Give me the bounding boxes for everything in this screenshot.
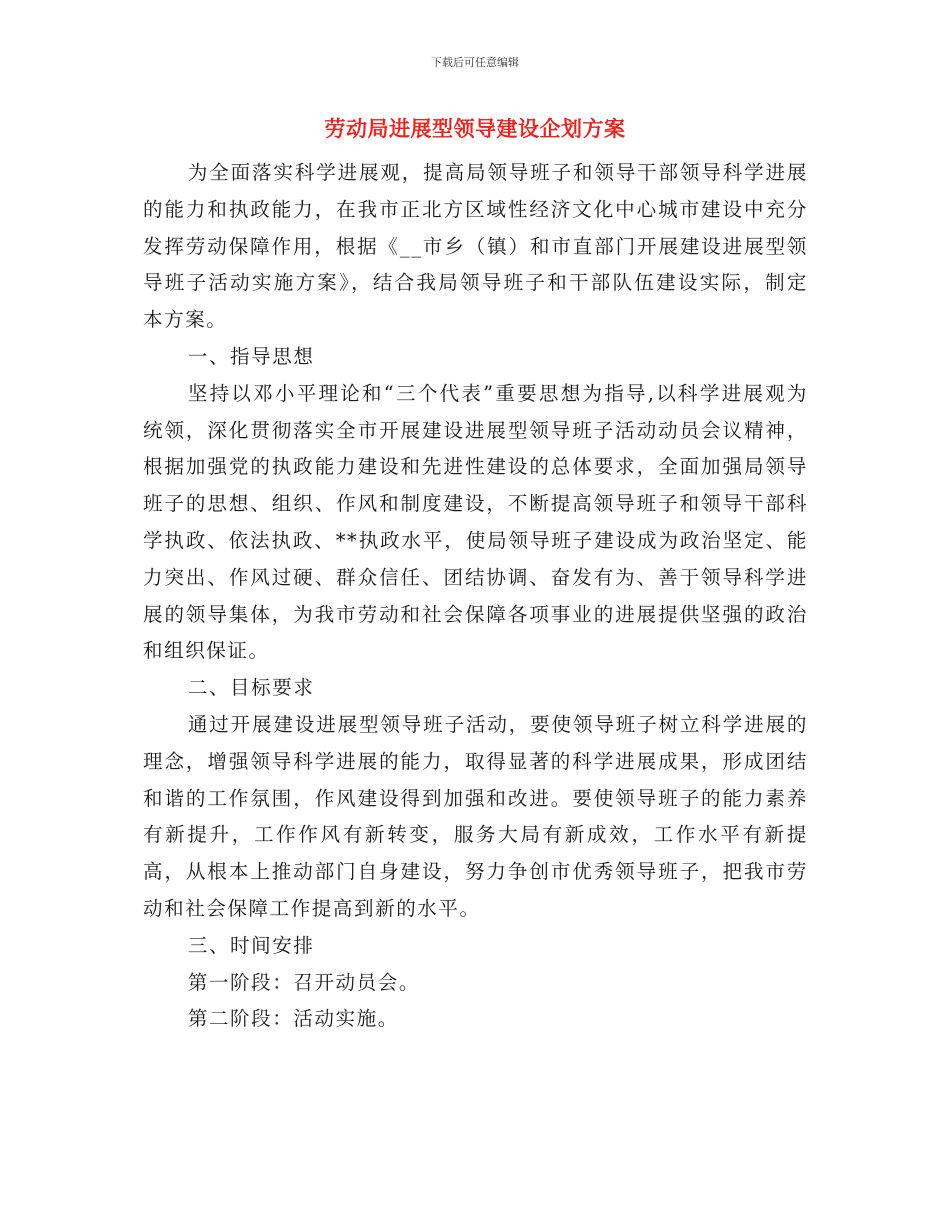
page-header-note: 下载后可任意编辑 <box>431 56 519 69</box>
section-heading-schedule: 三、时间安排 <box>187 933 315 957</box>
intro-paragraph: 为全面落实科学进展观，提高局领导班子和领导干部领导科学进展的能力和执政能力，在我市正北方区域性经济文化中心城市建设中充分发挥劳动保障作用，根据《__市乡（镇）和市直部门开展建设进展型领导班子活动实施方案》，结合我局领导班子和干部队伍建设实际，制定本方案。 <box>143 161 808 332</box>
goals-paragraph: 通过开展建设进展型领导班子活动，要使领导班子树立科学进展的理念，增强领导科学进展的能力，取得显著的科学进展成果，形成团结和谐的工作氛围，作风建设得到加强和改进。要使领导班子的能力素养有新提升，工作作风有新转变，服务大局有新成效，工作水平有新提高，从根本上推动部门自身建设，努力争创市优秀领导班子，把我市劳动和社会保障工作提高到新的水平。 <box>143 712 808 920</box>
section-heading-goals: 二、目标要求 <box>187 676 315 700</box>
schedule-phase-one: 第一阶段：召开动员会。 <box>187 970 420 994</box>
section-heading-guiding-ideology: 一、指导思想 <box>187 344 315 368</box>
schedule-phase-two: 第二阶段：活动实施。 <box>187 1007 399 1031</box>
document-body <box>143 155 808 1038</box>
guiding-ideology-paragraph: 坚持以邓小平理论和“三个代表”重要思想为指导,以科学进展观为统领，深化贯彻落实全市开展建设进展型领导班子活动动员会议精神，根据加强党的执政能力建设和先进性建设的总体要求，全面加强局领导班子的思想、组织、作风和制度建设，不断提高领导班子和领导干部科学执政、依法执政、**执政水平，使局领导班子建设成为政治坚定、能力突出、作风过硬、群众信任、团结协调、奋发有为、善于领导科学进展的领导集体，为我市劳动和社会保障各项事业的进展提供坚强的政治和组织保证。 <box>143 381 808 663</box>
document-title: 劳动局进展型领导建设企划方案 <box>324 117 626 141</box>
